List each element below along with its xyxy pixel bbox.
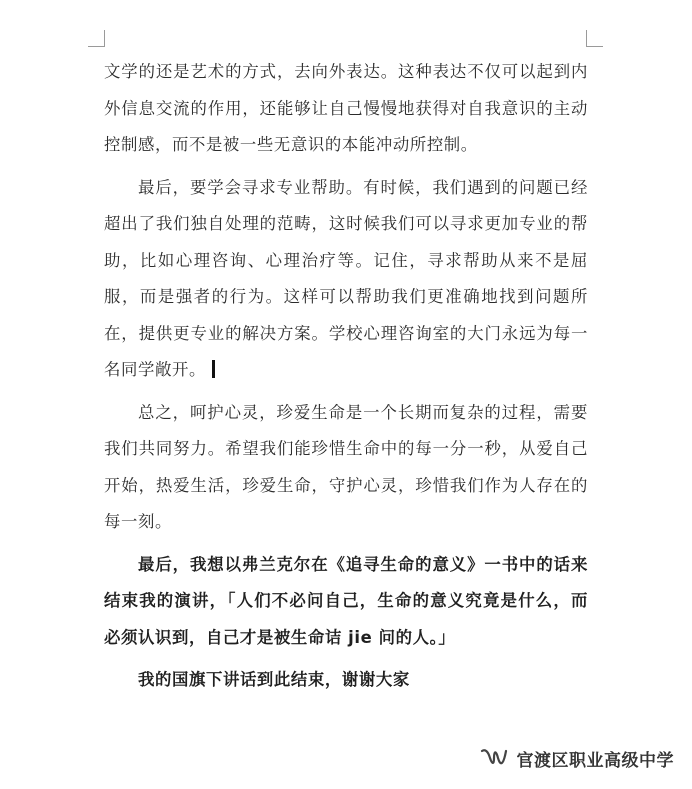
crop-mark-top-left: [88, 30, 105, 47]
watermark-text: 官渡区职业高级中学: [516, 750, 674, 771]
paragraph-2: [104, 170, 588, 389]
text-cursor: [212, 360, 215, 378]
paragraph-1: 文学的还是艺术的方式，去向外表达。这种表达不仅可以起到内外信息交流的作用，还能够让自己慢慢地获得对自我意识的主动控制感，而不是被一些无意识的本能冲动所控制。: [104, 62, 588, 154]
wechat-channel-icon: [479, 746, 509, 770]
paragraph-3: 总之，呵护心灵，珍爱生命是一个长期而复杂的过程，需要我们共同努力。希望我们能珍惜生命中的每一分一秒，从爱自己开始，热爱生活，珍爱生命，守护心灵，珍惜我们作为人存在的每一刻。: [104, 402, 588, 531]
paragraph-2-text: 最后，要学会寻求专业帮助。有时候，我们遇到的问题已经超出了我们独自处理的范畴，这时候我们可以寻求更加专业的帮助，比如心理咨询、心理治疗等。记住，寻求帮助从来不是屈服，而是强者的行为。这样可以帮助我们更准确地找到问题所在，提供更专业的解决方案。学校心理咨询室的大门永远为每一名同学敞开。: [104, 177, 588, 379]
paragraph-5: 我的国旗下讲话到此结束，谢谢大家: [138, 670, 410, 689]
crop-mark-top-right: [586, 30, 603, 47]
document-body[interactable]: [104, 54, 588, 705]
watermark: [479, 745, 675, 771]
paragraph-4: 最后，我想以弗兰克尔在《追寻生命的意义》一书中的话来结束我的演讲，「人们不必问自己，生命的意义究竟是什么，而必须认识到，自己才是被生命诘 jie 问的人。」: [104, 554, 588, 647]
